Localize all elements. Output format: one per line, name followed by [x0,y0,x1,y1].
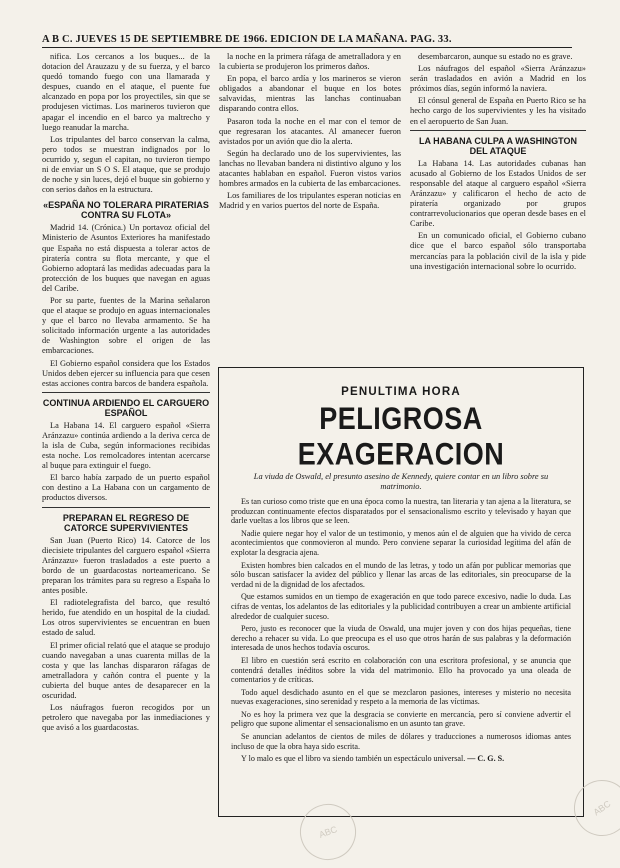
paragraph: Es tan curioso como triste que en una época como la nuestra, tan literaria y tan ajena a la literatura, se produzcan continuamente efectos disparatados por el sensacionalismo escrito y televisado y hayan que darle vueltas a los libros que se leen. [231,497,571,526]
watermark-stamp: ABC [292,796,364,868]
page-header: A B C. JUEVES 15 DE SEPTIEMBRE DE 1966. EDICION DE LA MAÑANA. PAG. 33. [42,34,572,48]
paragraph: Pero, justo es reconocer que la viuda de Oswald, una mujer joven y con dos hijas pequeñas, tiene derecho a rehacer su vida. Lo que preocupa es el uso que otros harán de sus palabras y la deformación interesada de unos hechos todavía oscuros. [231,624,571,653]
divider [410,130,586,131]
paragraph: Existen hombres bien calcados en el mundo de las letras, y todo un afán por publicar memorias que sólo buscan satisfacer la avidez del público y llenar las arcas de las editoriales, sin preocuparse de la verdad ni de la dignidad de los afectados. [231,560,571,589]
paragraph: Pasaron toda la noche en el mar con el temor de que regresaran los atacantes. Al amanecer fueron avistados por un avión que dio la alerta. [219,116,401,146]
section-heading: CONTINUA ARDIENDO EL CARGUERO ESPAÑOL [42,397,210,418]
column-2 [219,52,401,362]
paragraph: desembarcaron, aunque su estado no es grave. [418,52,573,61]
divider [42,507,210,508]
paragraph: El primer oficial relató que el ataque se produjo cuando navegaban a unas cuarenta millas de la costa y que las lanchas dispararon ráfagas de ametralladora y cañón contra el puente y la cubierta del buque antes de desaparecer en la oscuridad. [42,640,210,700]
paragraph: En un comunicado oficial, el Gobierno cubano dice que el barco español sólo transportaba mercancías para la población civil de la isla y pide una investigación internacional sobre lo ocurrido. [410,231,586,271]
paragraph: Todo aquel desdichado asunto en el que se mezclaron pasiones, intereses y misterio no necesita nuevas exageraciones, sino serenidad y respeto a la memoria de las víctimas. [231,687,571,707]
paragraph: Según ha declarado uno de los supervivientes, las lanchas no llevaban bandera ni distintivo alguno y los atacantes hablaban en español. Fueron vistos varios hombres armados en la cubierta de las embarcaciones. [219,148,401,189]
paragraph: El radiotelegrafista del barco, que resultó herido, fue atendido en un hospital de la ciudad. Los otros supervivientes se encuentran en buen estado de salud. [42,598,210,638]
paragraph: El barco había zarpado de un puerto español con destino a La Habana con un cargamento de productos diversos. [42,473,210,503]
section-heading: PREPARAN EL REGRESO DE CATORCE SUPERVIVIENTES [62,512,190,533]
box-dek: La viuda de Oswald, el presunto asesino de Kennedy, quiere contar en un libro sobre su matrimonio. [253,472,549,491]
paragraph: No es hoy la primera vez que la desgracia se convierte en mercancía, pero sí conviene advertir el peligro que supone alimentar el sensacionalismo en un asunto tan grave. [231,709,571,729]
paragraph: Los náufragos del español «Sierra Aránzazu» serán trasladados en avión a Madrid en los próximos días, según informó la naviera. [410,64,586,94]
paragraph: Nadie quiere negar hoy el valor de un testimonio, y menos aún el de alguien que ha vivido de cerca acontecimientos que conmovieron al mundo. Pero conviene separar la curiosidad legítima del afán de explotar la desgracia ajena. [231,528,571,557]
paragraph: La Habana 14. El carguero español «Sierra Aránzazu» continúa ardiendo a la deriva cerca de la isla de Cuba, según informaciones recibidas esta noche. Los remolcadores intentan acercarse al buque para extinguir el fuego. [42,420,210,471]
box-headline: PELIGROSA EXAGERACION [297,401,505,472]
paragraph: El cónsul general de España en Puerto Rico se ha hecho cargo de los supervivientes y les ha visitado en el aeropuerto de San Juan. [410,96,586,126]
penultima-hora-box [218,367,584,817]
paragraph: Por su parte, fuentes de la Marina señalaron que el ataque se produjo en aguas internacionales y que el barco no llevaba armamento. Se ha solicitado información urgente a las autoridades de Washington sobre el origen de las embarcaciones. [42,295,210,356]
paragraph: El libro en cuestión será escrito en colaboración con una escritora profesional, y se anuncia que contendrá detalles inéditos sobre la vida del matrimonio. Ello ha provocado ya una oleada de comentarios y de críticas. [231,655,571,685]
section-heading: LA HABANA CULPA A WASHINGTON DEL ATAQUE [419,135,577,156]
paragraph: Los tripulantes del barco conservan la calma, pero todos se muestran indignados por lo ocurrido y, segun el capitan, no tuvieron tiempo ni de enviar un S O S. El ataque, que se produjo de noche y sin luces, dejó el buque sin gobierno y con serios daños en la estructura. [42,134,210,195]
column-3 [410,52,586,362]
paragraph: En popa, el barco ardía y los marineros se vieron obligados a abandonar el buque en los botes salvavidas, mientras las lanchas continuaban disparando contra ellos. [219,74,401,114]
column-1 [42,52,210,852]
paragraph: Los náufragos fueron recogidos por un petrolero que navegaba por las inmediaciones y que avisó a los guardacostas. [42,703,210,733]
section-heading: «ESPAÑA NO TOLERARA PIRATERIAS CONTRA SU FLOTA» [43,200,209,221]
author-signoff: — C. G. S. [467,754,505,764]
box-body [219,497,583,764]
paragraph [231,754,571,764]
divider [42,392,210,393]
paragraph: la noche en la primera ráfaga de ametralladora y en la cubierta se produjeron los primeros daños. [219,52,401,72]
paragraph: San Juan (Puerto Rico) 14. Catorce de los diecisiete tripulantes del carguero español «Sierra Aránzazu» fueron trasladados a este puerto a bordo de un guardacostas norteamericano. Se preparan los trámites para su regreso a España lo antes posible. [42,535,210,596]
paragraph: nifica. Los cercanos a los buques... de la dotacion del Arauzazu y de su fuerza, y el barco quedó tomando fuego con una llamarada y despues, cuando en el ataque, el puente fue alcanzado en popa por los proyectiles, sin que se produjesen victimas. Los marineros tuvieron que apagar el incendio en el barco ya maltrecho y luego reanudar la marcha. [42,52,210,132]
paragraph: Que estamos sumidos en un tiempo de exageración en que todo parece excesivo, nadie lo duda. Las cifras de ventas, los adelantos de las editoriales y la publicidad contribuyen a crear un ambiente artificial alrededor de cualquier suceso. [231,592,571,621]
paragraph: Los familiares de los tripulantes esperan noticias en Madrid y en varios puertos del norte de España. [219,191,401,211]
paragraph: Se anuncian adelantos de cientos de miles de dólares y traducciones a numerosos idiomas antes incluso de que la obra haya sido escrita. [231,732,571,751]
box-kicker: PENULTIMA HORA [341,386,461,398]
closing-line: Y lo malo es que el libro va siendo también un espectáculo universal. [241,754,466,764]
paragraph: El Gobierno español considera que los Estados Unidos deben ejercer su influencia para que cesen estas acciones contra barcos de bandera española. [42,358,210,388]
paragraph: Madrid 14. (Crónica.) Un portavoz oficial del Ministerio de Asuntos Exteriores ha manifestado que España no está dispuesta a tolerar actos de piratería contra su flota mercante, y que el Gobierno adoptará las medidas adecuadas para la protección de los buques que navegan en aguas del Caribe. [42,223,210,293]
paragraph: La Habana 14. Las autoridades cubanas han acusado al Gobierno de los Estados Unidos de ser responsable del ataque al carguero español «Sierra Aránzazu» y calificaron el hecho de acto de piratería organizado por grupos contrarrevolucionarios que operan desde bases en el Caribe. [410,158,586,229]
watermark-stamp: ABC [563,769,620,847]
